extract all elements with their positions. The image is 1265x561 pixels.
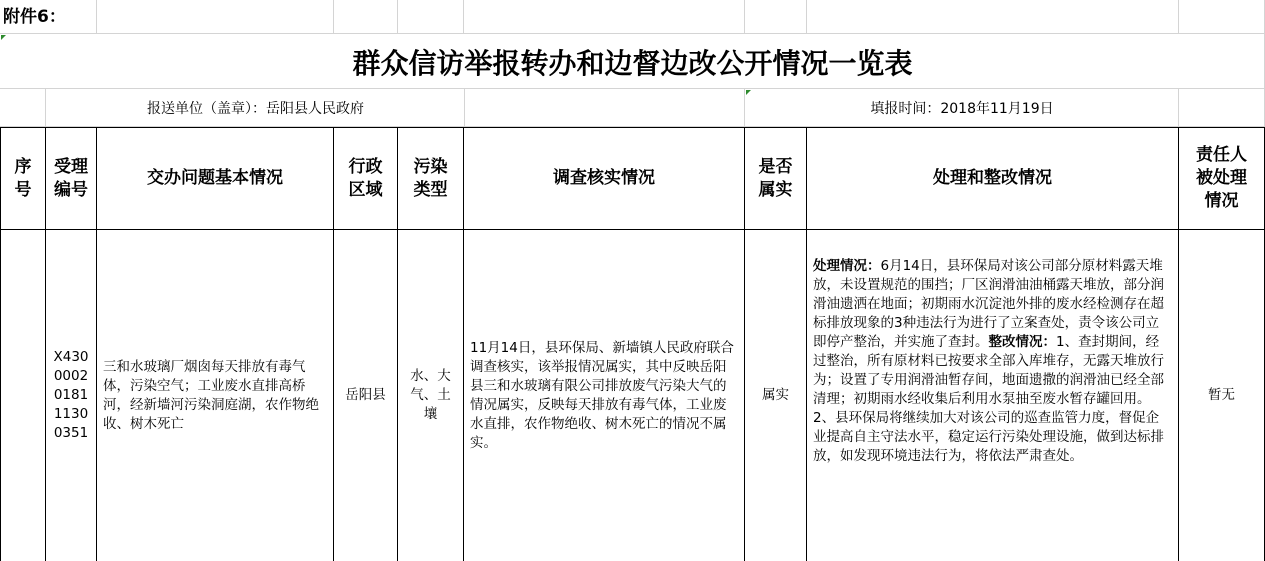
grid-cell (334, 0, 398, 34)
header-pollution: 污染 类型 (397, 127, 464, 230)
grid-cell (464, 0, 745, 34)
cell-investigation (463, 229, 745, 561)
cell-seq (0, 229, 46, 561)
cell-issue (96, 229, 334, 561)
grid-cell (807, 0, 1179, 34)
grid-cell (398, 0, 464, 34)
cell-verified: 属实 (744, 229, 807, 561)
grid-cell (465, 89, 745, 127)
handling-text-1: 6月14日，县环保局对该公司部分原材料露天堆放，未设置规范的围挡；厂区润滑油油桶露天堆放，部分润滑油遗洒在地面；初期雨水沉淀池外排的废水经检测存在超标排放现象的3种违法行为进行了立案查处，责令该公司立即停产整治，并实施了查封。 (813, 258, 1164, 350)
header-verified: 是否 属实 (744, 127, 807, 230)
cell-handling (806, 229, 1179, 561)
header-handling: 处理和整改情况 (806, 127, 1179, 230)
header-issue: 交办问题基本情况 (96, 127, 334, 230)
cell-case-no: X430 0002 0181 1130 0351 (45, 229, 97, 561)
grid-cell (1179, 0, 1265, 34)
header-seq: 序 号 (0, 127, 46, 230)
handling-label-1: 处理情况： (813, 258, 881, 274)
header-region: 行政 区域 (333, 127, 398, 230)
page-title: 群众信访举报转办和边督边改公开情况一览表 (352, 46, 913, 80)
fill-time: 填报时间：2018年11月19日 (870, 101, 1054, 117)
grid-cell (0, 89, 46, 127)
handling-text-2: 1、查封期间，经过整治，所有原材料已按要求全部入库堆存，无露天堆放行为；设置了专用润滑油暂存间，地面遗撒的润滑油已经全部清理；初期雨水经收集后利用水泵抽至废水暂存罐回用。2、县环保局将继续加大对该公司的巡查监管力度，督促企业提高自主守法水平，稳定运行污染处理设施，做到达标排放，如发现环境违法行为，将依法严肃查处。 (813, 334, 1164, 464)
cell-accountability: 暂无 (1178, 229, 1265, 561)
header-accountability: 责任人 被处理 情况 (1178, 127, 1265, 230)
grid-cell (97, 0, 334, 34)
header-case-no: 受理 编号 (45, 127, 97, 230)
reporting-unit: 报送单位（盖章）：岳阳县人民政府 (147, 101, 364, 117)
attachment-label: 附件6： (3, 7, 66, 27)
handling-text (813, 257, 1171, 466)
handling-label-2: 整改情况： (988, 334, 1056, 350)
cell-pollution: 水、大 气、土 壤 (397, 229, 464, 561)
investigation-text: 11月14日，县环保局、新墙镇人民政府联合调查核实，该举报情况属实，其中反映岳阳县三和水玻璃有限公司排放废气污染大气的情况属实，反映每天排放有毒气体，工业废水直排，农作物绝收、树木死亡的情况不属实。 (470, 339, 734, 451)
grid-cell (745, 0, 807, 34)
cell-region: 岳阳县 (333, 229, 398, 561)
header-investigation: 调查核实情况 (463, 127, 745, 230)
issue-text: 三和水玻璃厂烟囱每天排放有毒气体，污染空气；工业废水直排高桥河，经新墙河污染洞庭湖，农作物绝收、树木死亡 (103, 358, 319, 432)
grid-cell (1179, 89, 1265, 127)
